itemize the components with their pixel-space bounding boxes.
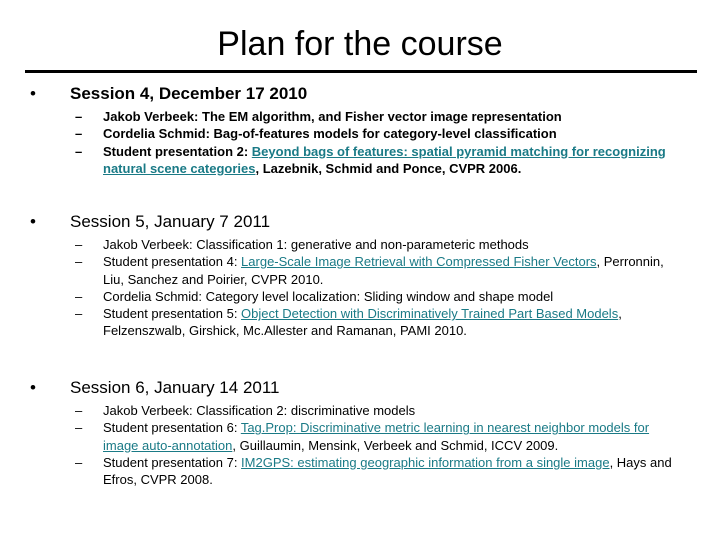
item-text: Jakob Verbeek: The EM algorithm, and Fisher vector image representation xyxy=(103,109,562,124)
dash-icon: – xyxy=(75,237,83,252)
title-divider xyxy=(25,70,697,73)
item-text: Student presentation 4: xyxy=(103,254,242,270)
item-text: Jakob Verbeek: Classification 1: generative and non-parameteric methods xyxy=(103,237,529,252)
item-text: Cordelia Schmid: Bag-of-features models for category-level classification xyxy=(103,126,557,142)
dash-icon: – xyxy=(75,306,83,322)
bullet-icon: • xyxy=(30,212,36,231)
list-item xyxy=(0,419,720,454)
dash-icon: – xyxy=(75,143,83,159)
item-text: Student presentation 2: xyxy=(103,143,252,159)
list-item xyxy=(0,454,720,489)
item-citation: , Lazebnik, Schmid and Ponce, CVPR 2006. xyxy=(255,160,522,176)
list-item xyxy=(0,402,720,419)
item-citation: , Hays and Efros, CVPR 2008. xyxy=(103,454,672,488)
item-text: Student presentation 7: xyxy=(103,454,242,470)
item-text: Student presentation 5: xyxy=(103,306,242,322)
session-heading: Session 6, January 14 2011 xyxy=(70,378,280,397)
item-citation: , Perronnin, Liu, Sanchez and Poirier, CVPR 2010. xyxy=(103,254,664,287)
list-item xyxy=(0,305,720,340)
dash-icon: – xyxy=(75,288,83,304)
item-citation: , Felzenszwalb, Girshick, Mc.Allester and Ramanan, PAMI 2010. xyxy=(103,306,622,339)
item-citation: , Guillaumin, Mensink, Verbeek and Schmid, ICCV 2009. xyxy=(232,437,559,453)
session-heading: Session 4, December 17 2010 xyxy=(70,84,308,103)
list-item xyxy=(0,253,720,288)
item-text: Jakob Verbeek: Classification 2: discriminative models xyxy=(103,403,416,418)
paper-link[interactable]: Large-Scale Image Retrieval with Compressed Fisher Vectors xyxy=(241,254,597,270)
paper-link[interactable]: Tag.Prop: Discriminative metric learning in nearest neighbor models for image auto-annotation xyxy=(103,420,650,453)
list-item xyxy=(0,143,720,178)
dash-icon: – xyxy=(75,254,83,270)
session-heading: Session 5, January 7 2011 xyxy=(70,212,271,231)
dash-icon: – xyxy=(75,403,83,418)
session-5-items xyxy=(0,236,720,340)
bullet-icon: • xyxy=(30,84,36,103)
list-item xyxy=(0,288,720,305)
dash-icon: – xyxy=(75,420,83,436)
session-6-items xyxy=(0,402,720,488)
paper-link[interactable]: Object Detection with Discriminatively Trained Part Based Models xyxy=(241,306,619,322)
dash-icon: – xyxy=(75,109,83,124)
item-text: Student presentation 6: xyxy=(103,420,241,436)
bullet-icon: • xyxy=(30,378,36,397)
paper-link[interactable]: Beyond bags of features: spatial pyramid matching for recognizing natural scene categories xyxy=(103,143,666,176)
list-item xyxy=(0,125,720,142)
item-text: Cordelia Schmid: Category level localization: Sliding window and shape model xyxy=(103,288,554,304)
dash-icon: – xyxy=(75,454,83,470)
list-item xyxy=(0,236,720,253)
dash-icon: – xyxy=(75,126,83,142)
paper-link[interactable]: IM2GPS: estimating geographic information from a single image xyxy=(241,454,610,470)
slide-title: Plan for the course xyxy=(217,25,503,63)
list-item xyxy=(0,108,720,125)
session-4-items xyxy=(0,108,720,177)
